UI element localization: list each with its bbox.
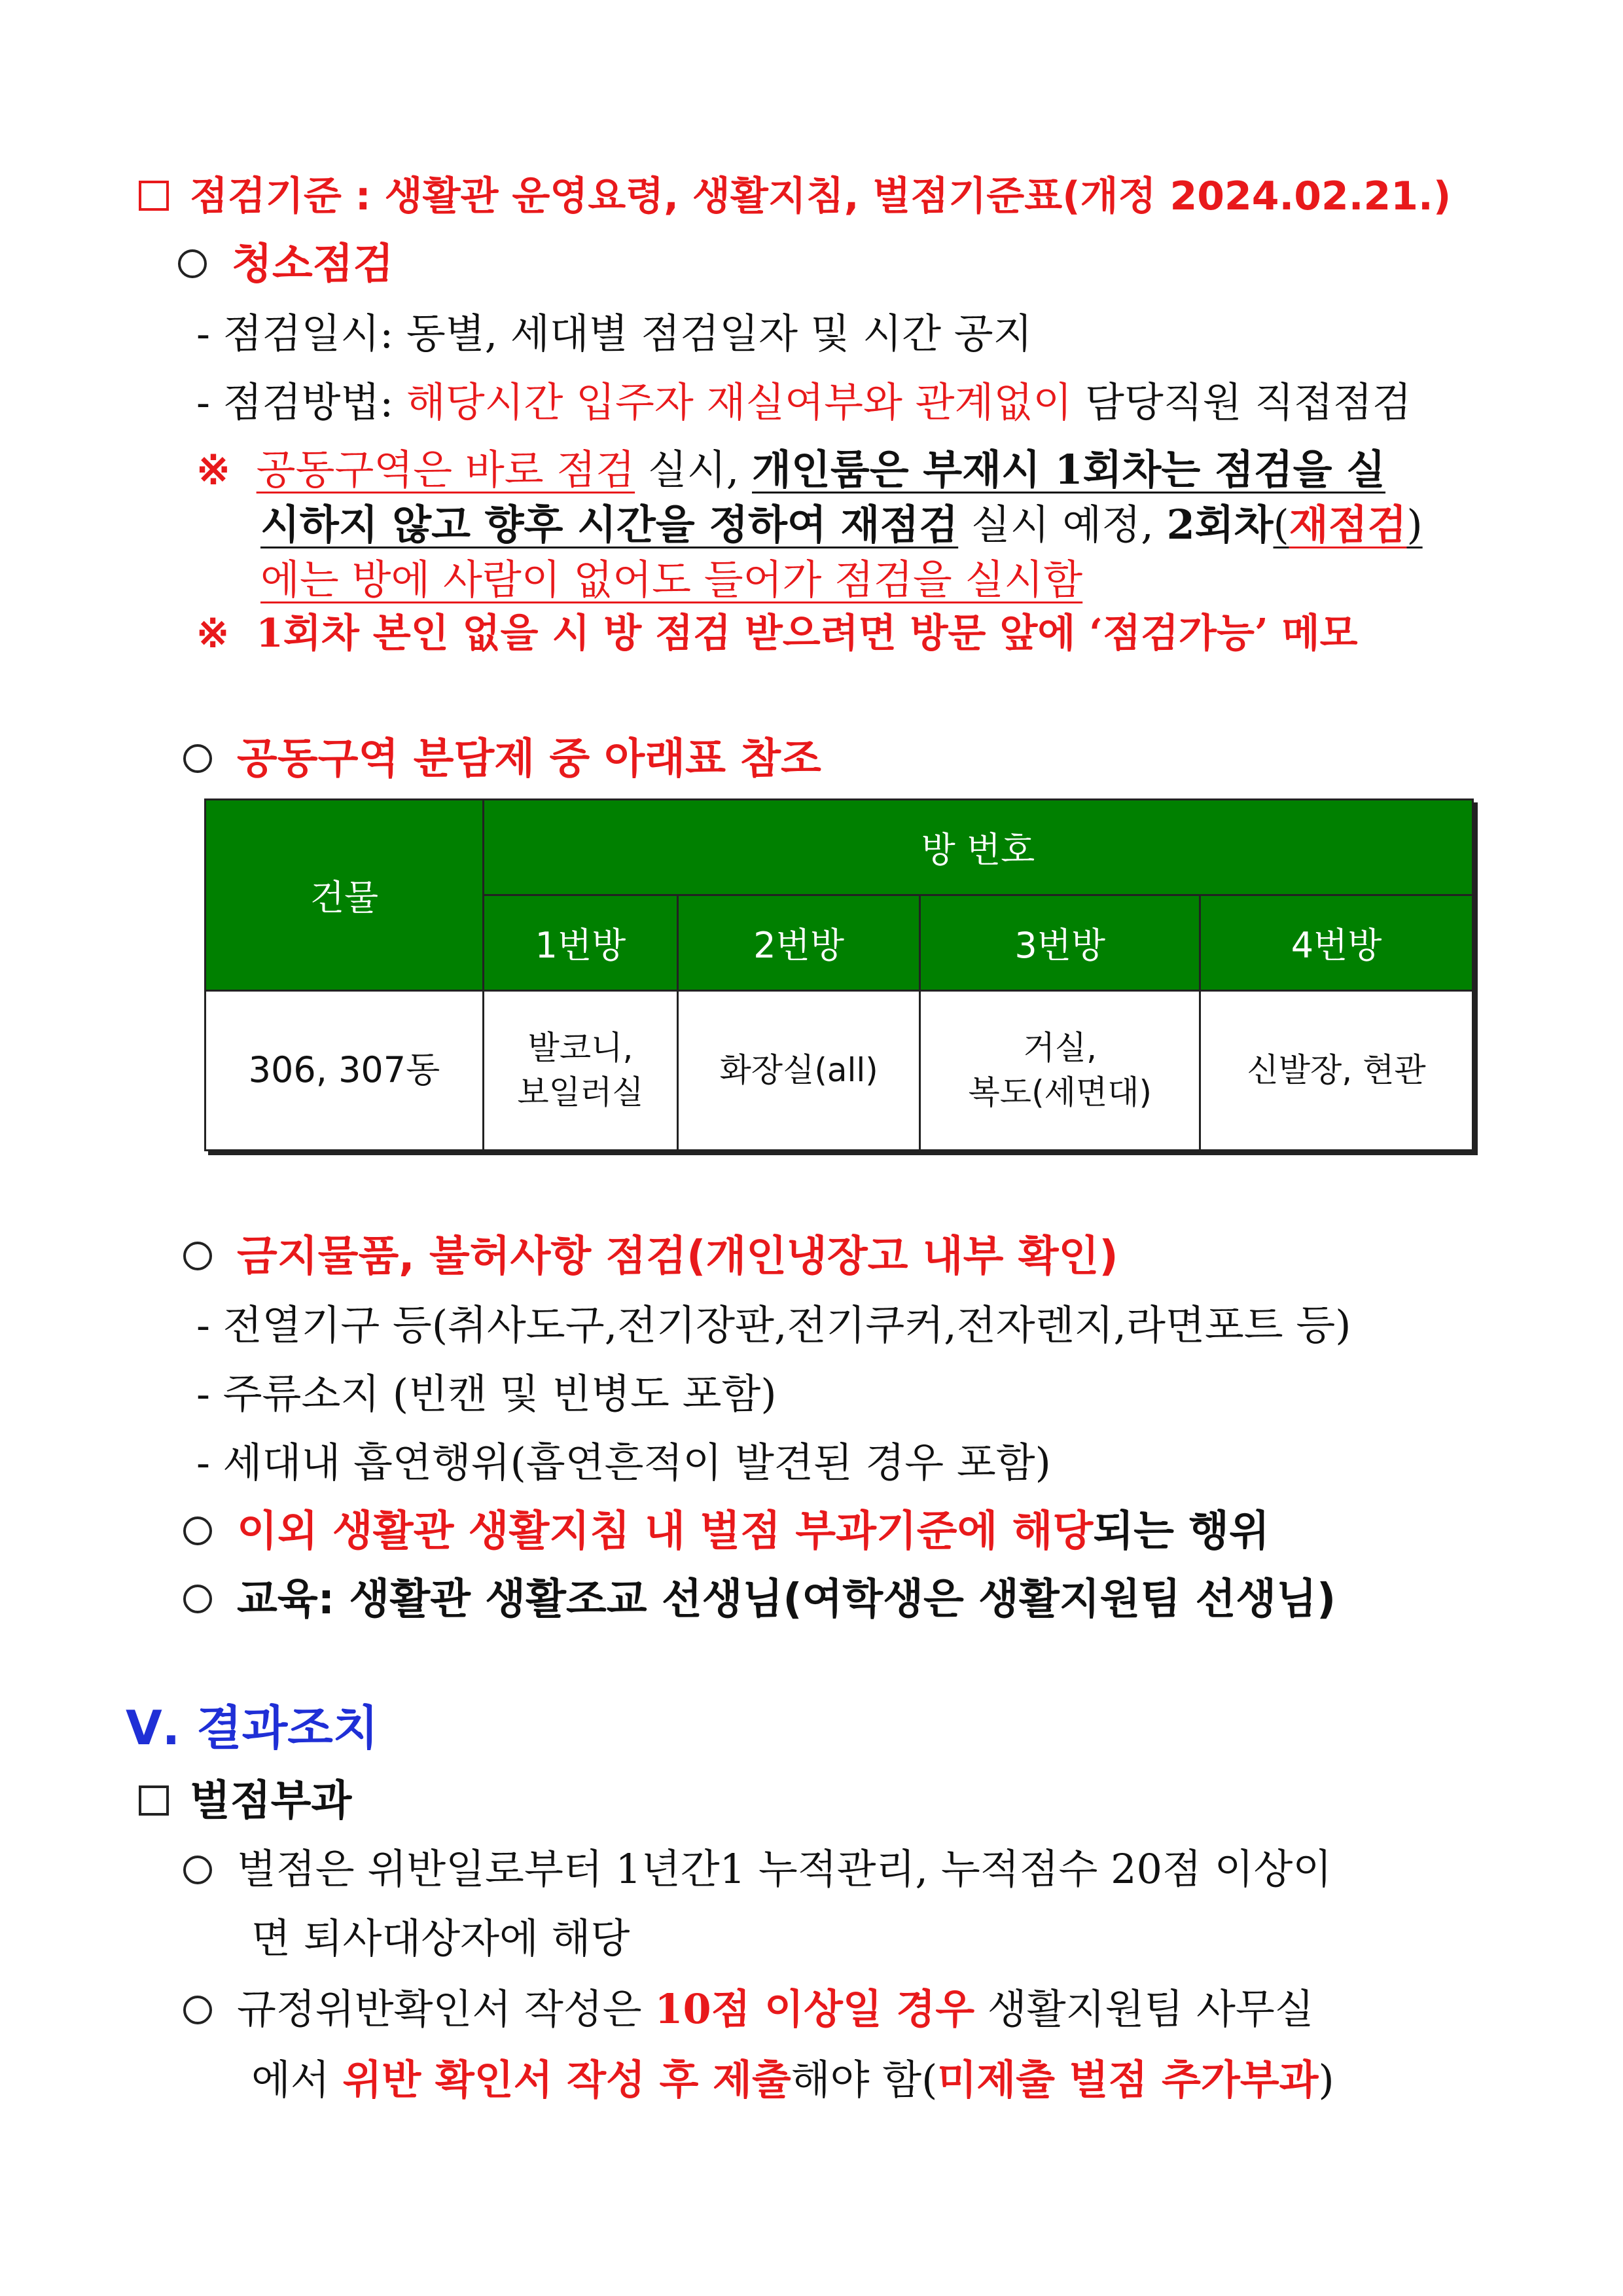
penalty-item-1-line-2: 면 퇴사대상자에 해당 <box>251 1914 630 1962</box>
cleaning-title-text: 청소점검 <box>232 240 394 289</box>
prohibited-line-3: - 세대내 흡연행위(흡연흔적이 발견된 경우 포함) <box>196 1439 1051 1486</box>
room-3-cell: 거실, 복도(세면대) <box>920 991 1200 1151</box>
section-title: 결과조치 <box>196 1700 379 1755</box>
circle-bullet-icon <box>178 249 207 278</box>
criteria-header-text: 점검기준 : 생활관 운영요령, 생활지침, 벌점기준표(개정 2024.02.21.) <box>190 173 1452 219</box>
prohibited-title <box>183 1223 1118 1283</box>
cleaning-note-2: ※ 1회차 본인 없을 시 방 점검 받으려면 방문 앞에 ‘점검가능’ 메모 <box>196 611 1358 656</box>
cleaning-title <box>178 230 393 291</box>
checkbox-square-icon <box>139 181 169 211</box>
room-1-header: 1번방 <box>484 895 678 991</box>
cleaning-note-1: ※ 공동구역은 바로 점검 실시, 개인룸은 부재시 1회차는 점검을 실 <box>196 446 1386 493</box>
room-1-cell: 발코니, 보일러실 <box>484 991 678 1151</box>
cleaning-method-line: - 점검방법: 해당시간 입주자 재실여부와 관계없이 담당직원 직접점검 <box>196 378 1412 426</box>
reference-mark-icon: ※ <box>196 611 230 656</box>
room-number-header: 방 번호 <box>484 800 1473 895</box>
circle-bullet-icon <box>183 1856 212 1884</box>
prohibited-line-1: - 전열기구 등(취사도구,전기장판,전기쿠커,전자렌지,라면포트 등) <box>196 1301 1351 1349</box>
building-cell: 306, 307동 <box>205 991 484 1151</box>
room-4-header: 4번방 <box>1200 895 1473 991</box>
criteria-header <box>139 165 1451 221</box>
building-header: 건물 <box>205 800 484 991</box>
checkbox-square-icon <box>139 1785 169 1816</box>
room-4-cell: 신발장, 현관 <box>1200 991 1473 1151</box>
prohibited-line-2: - 주류소지 (빈캔 및 빈병도 포함) <box>196 1370 777 1418</box>
reference-mark-icon: ※ <box>196 446 230 493</box>
circle-bullet-icon <box>183 1242 212 1270</box>
room-3-header: 3번방 <box>920 895 1200 991</box>
cleaning-note-1-line-2: 시하지 않고 향후 시간을 정하여 재점검 실시 예정, 2회차(재점검) <box>260 501 1423 548</box>
table-row <box>205 991 1473 1151</box>
education-line: 교육: 생활관 생활조교 선생님(여학생은 생활지원팀 선생님) <box>183 1566 1336 1626</box>
penalty-heading: 벌점부과 <box>139 1767 351 1827</box>
circle-bullet-icon <box>183 744 212 773</box>
cleaning-note-1-line-3: 에는 방에 사람이 없어도 들어가 점검을 실시함 <box>260 556 1083 603</box>
other-violations: 이외 생활관 생활지침 내 벌점 부과기준에 해당되는 행위 <box>183 1498 1270 1558</box>
penalty-item-1: 벌점은 위반일로부터 1년간1 누적관리, 누적점수 20점 이상이 <box>183 1837 1332 1895</box>
room-2-header: 2번방 <box>677 895 920 991</box>
common-area-title-text: 공동구역 분담제 중 아래표 참조 <box>237 735 821 783</box>
prohibited-title-text: 금지물품, 불허사항 점검(개인냉장고 내부 확인) <box>237 1232 1118 1281</box>
common-area-title <box>183 725 821 785</box>
section-numeral: Ⅴ. <box>126 1700 181 1755</box>
section-5-heading <box>126 1690 378 1758</box>
room-assignment-table <box>204 798 1474 1151</box>
circle-bullet-icon <box>183 1996 212 2024</box>
penalty-item-2-line-2: 에서 위반 확인서 작성 후 제출해야 함(미제출 벌점 추가부과) <box>251 2056 1334 2104</box>
circle-bullet-icon <box>183 1585 212 1613</box>
room-2-cell: 화장실(all) <box>677 991 920 1151</box>
cleaning-schedule-line: - 점검일시: 동별, 세대별 점검일자 및 시간 공지 <box>196 310 1033 357</box>
penalty-item-2: 규정위반확인서 작성은 10점 이상일 경우 생활지원팀 사무실 <box>183 1977 1314 2035</box>
circle-bullet-icon <box>183 1516 212 1545</box>
